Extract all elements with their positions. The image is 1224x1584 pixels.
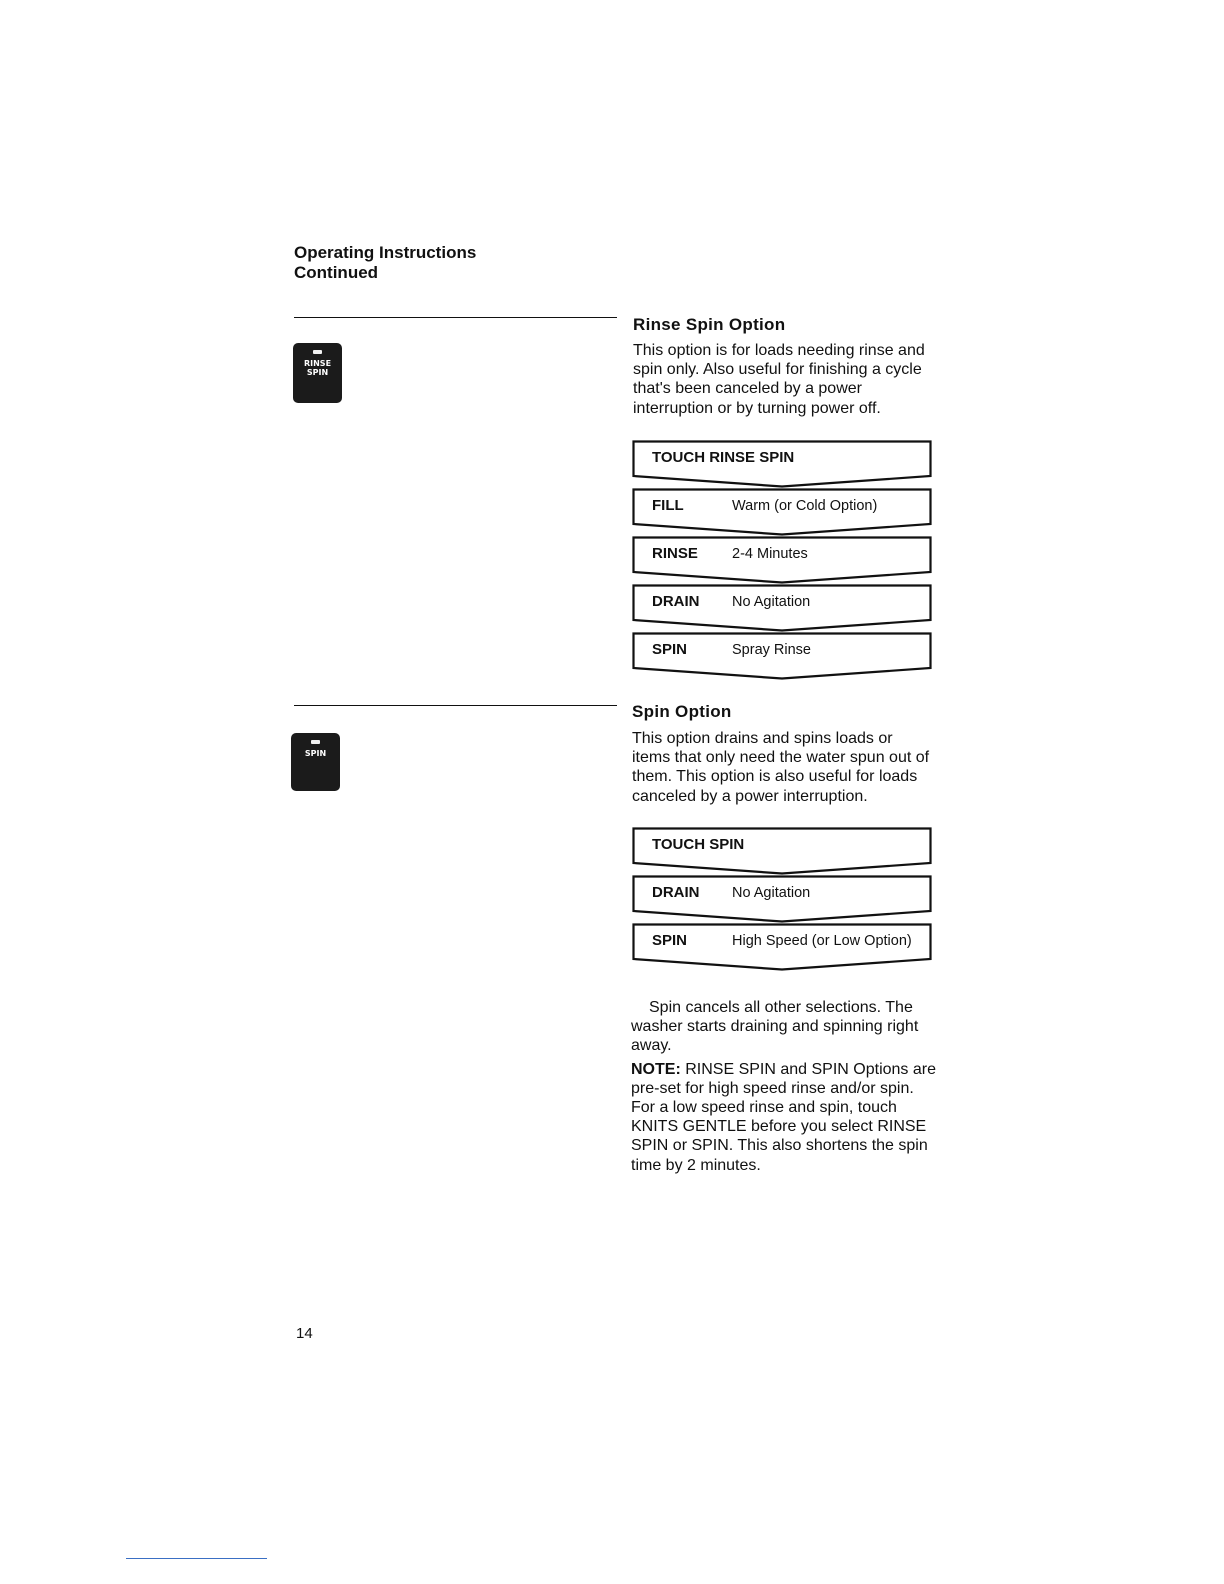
flow-step-value: Warm (or Cold Option) <box>732 498 878 514</box>
flow-step-label: SPIN <box>652 641 688 658</box>
flow-step <box>632 536 932 584</box>
note-label: NOTE: <box>631 1060 681 1078</box>
flow-step-label: SPIN <box>652 932 688 949</box>
flow-step <box>632 584 932 632</box>
rinse-spin-flowchart <box>632 440 932 680</box>
flow-step-label: TOUCH RINSE SPIN <box>652 449 795 466</box>
flow-step-value: High Speed (or Low Option) <box>732 933 912 949</box>
flow-step <box>632 827 932 875</box>
spin-cancel-note: Spin cancels all other selections. The washer starts draining and spinning right away. <box>631 999 919 1055</box>
header-subtitle: Continued <box>294 263 379 282</box>
flow-step <box>632 632 932 680</box>
indicator-light-icon <box>311 740 320 744</box>
flow-step-label: DRAIN <box>652 593 700 610</box>
flow-step-label: DRAIN <box>652 884 700 901</box>
spin-key-icon <box>291 733 340 791</box>
flow-step-value: No Agitation <box>732 594 811 610</box>
note-paragraph <box>631 1060 941 1175</box>
indicator-light-icon <box>313 350 322 354</box>
section-divider <box>294 317 617 318</box>
spin-flowchart <box>632 827 932 971</box>
flow-step <box>632 488 932 536</box>
flow-step <box>632 440 932 488</box>
rinse-spin-key-icon <box>293 343 342 403</box>
flow-step-value: No Agitation <box>732 885 811 901</box>
flow-step-label: RINSE <box>652 545 698 562</box>
flow-step-label: TOUCH SPIN <box>652 836 745 853</box>
rinse-spin-title: Rinse Spin Option <box>633 315 786 334</box>
page-header <box>294 243 476 283</box>
flow-step-value: Spray Rinse <box>732 642 811 658</box>
section-divider <box>294 705 617 706</box>
flow-step-label: FILL <box>652 497 684 514</box>
rinse-spin-description: This option is for loads needing rinse and spin only. Also useful for finishing a cycle that's been canceled by a power interruption or by turning power off. <box>633 342 925 417</box>
note-text: RINSE SPIN and SPIN Options are pre-set for high speed rinse and/or spin. For a low speed rinse and spin, touch KNITS GENTLE before you select RINSE SPIN or SPIN. This also shortens the spin time by 2 minutes. <box>631 1060 936 1174</box>
flow-step-value: 2-4 Minutes <box>732 546 808 562</box>
header-title: Operating Instructions <box>294 243 477 262</box>
spin-description: This option drains and spins loads or items that only need the water spun out of them. This option is also useful for loads canceled by a power interruption. <box>632 730 930 805</box>
key-label: SPIN <box>306 368 329 377</box>
key-label: SPIN <box>304 749 327 758</box>
key-label: RINSE <box>303 359 332 368</box>
page-number: 14 <box>296 1325 313 1342</box>
footer-line <box>126 1558 267 1559</box>
spin-title: Spin Option <box>632 702 732 721</box>
flow-step <box>632 923 932 971</box>
flow-step <box>632 875 932 923</box>
notes-block <box>631 998 941 1175</box>
